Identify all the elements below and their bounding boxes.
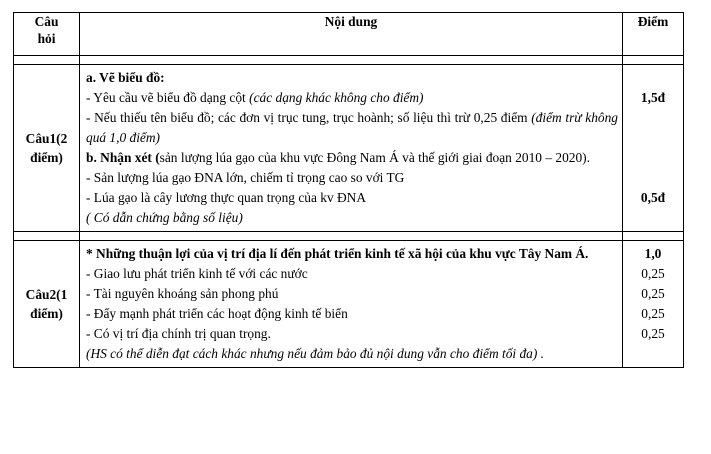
part-a-line-2: - Nếu thiếu tên biểu đồ; các đơn vị trục tung, trục hoành; số liệu thì trừ 0,25 điểm (điểm trừ không quá 1,0 điểm) (86, 110, 618, 145)
header-question: Câu hỏi (14, 13, 80, 56)
spacer-row (14, 232, 684, 241)
question-2-item: - Giao lưu phát triển kinh tế với các nước (86, 266, 308, 281)
question-1-label: Câu1(2 điểm) (14, 65, 80, 232)
part-b-line-2: - Lúa gạo là cây lương thực quan trọng của kv ĐNA (86, 190, 367, 205)
part-b-title: b. Nhận xét (sản lượng lúa gạo của khu vực Đông Nam Á và thế giới giai đoạn 2010 – 2020). (86, 150, 590, 165)
points-b: 0,5đ (640, 190, 666, 205)
question-2-points (623, 241, 684, 368)
points-item: 0,25 (641, 286, 665, 301)
points-item: 0,25 (641, 326, 665, 341)
part-a-title: a. Vẽ biểu đồ: (86, 70, 165, 85)
header-content: Nội dung (80, 13, 623, 56)
question-1-content (80, 65, 623, 232)
part-b-line-1: - Sản lượng lúa gạo ĐNA lớn, chiếm tỉ trọng cao so với TG (86, 170, 405, 185)
question-2-title: * Những thuận lợi của vị trí địa lí đến phát triển kinh tế xã hội của khu vực Tây Nam Á. (86, 246, 589, 261)
grading-table (13, 12, 684, 368)
points-total: 1,0 (644, 246, 662, 261)
points-a: 1,5đ (640, 90, 666, 105)
points-item: 0,25 (641, 266, 665, 281)
question-2-content (80, 241, 623, 368)
question-2-item: - Tài nguyên khoáng sản phong phú (86, 286, 279, 301)
question-2-item: - Đẩy mạnh phát triển các hoạt động kinh tế biển (86, 306, 348, 321)
question-1-points (623, 65, 684, 232)
question-2-row (14, 241, 684, 368)
header-points: Điểm (623, 13, 684, 56)
question-1-row (14, 65, 684, 232)
points-item: 0,25 (641, 306, 665, 321)
question-2-note: (HS có thể diễn đạt cách khác nhưng nếu đảm bảo đủ nội dung vẫn cho điểm tối đa) . (86, 346, 545, 361)
question-2-label: Câu2(1 điểm) (14, 241, 80, 368)
question-2-item: - Có vị trí địa chính trị quan trọng. (86, 326, 271, 341)
header-row (14, 13, 684, 56)
part-a-line-1: - Yêu cầu vẽ biểu đồ dạng cột (các dạng khác không cho điểm) (86, 90, 424, 105)
part-b-note: ( Có dẫn chứng bằng số liệu) (86, 210, 243, 225)
spacer-row (14, 56, 684, 65)
